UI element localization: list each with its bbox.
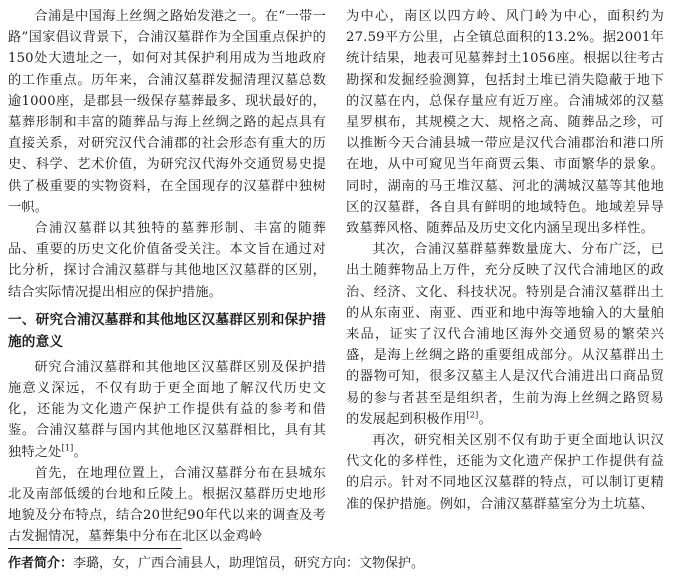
significance-paragraph [8,357,326,463]
author-label: 作者简介： [8,556,74,571]
artifacts-text: 其次，合浦汉墓群墓葬数量庞大、分布广泛，已出土随葬物品上万件，充分反映了汉代合浦地区的政治、经济、文化、科技状况。特别是合浦汉墓群出土的从东南亚、南亚、西亚和地中海等地输入的大量舶来品，证实了汉代合浦地区海外交通贸易的繁荣兴盛，是海上丝绸之路的重要组成部分。从汉墓群出土的器物可知，很多汉墓主人是汉代合浦进出口商品贸易的参与者甚至是组织者，生前为海上丝绸之路贸易的发展起到积极作用 [346,242,664,427]
artifacts-end: 。 [478,411,492,427]
intro-paragraph: 合浦是中国海上丝绸之路始发港之一。在“一带一路”国家倡议背景下，合浦汉墓群作为全国重点保护的150处大遗址之一，如何对其保护利用成为当地政府的工作重点。历年来，合浦汉墓群发掘清理汉墓总数逾1000座，是郡县一级保存墓葬最多、现状最好的，墓葬形制和丰富的随葬品与海上丝绸之路的起点具有直接关系，对研究汉代合浦郡的社会形态有重大的历史、科学、艺术价值，为研究汉代海外交通贸易史提供了极重要的实物资料，在全国现存的汉墓群中独树一帜。 [8,9,326,215]
right-column [346,6,664,515]
citation-1: [1] [61,443,74,453]
left-column [8,6,326,548]
diversity-paragraph: 再次，研究相关区别不仅有助于更全面地认识汉代文化的多样性，还能为文化遗产保护工作提供有益的启示。针对不同地区汉墓群的特点，可以制订更精准的保护措施。例如，合浦汉墓群墓室分为土坑墓、 [346,433,664,512]
geography-paragraph-continued: 为中心，南区以四方岭、风门岭为中心，面积约为27.59平方公里，占全镇总面积的13.2%。据2001年统计结果，地表可见墓葬封土1056座。根据以往考古勘探和发掘经验测算，包括封土堆已消失隐蔽于地下的汉墓在内，总保存量应有近万座。合浦城郊的汉墓星罗棋布，其规模之大、规格之高、随葬品之珍，可以推断今天合浦县城一带应是汉代合浦郡治和港口所在地，从中可窥见当年商贾云集、市面繁华的景象。同时，湖南的马王堆汉墓、河北的满城汉墓等其他地区的汉墓群，各自具有鲜明的地域特色。地域差异导致墓葬风格、随葬品及历史文化内涵呈现出多样性。 [346,9,664,237]
footnote-divider [8,548,182,549]
citation-2: [2] [466,410,479,420]
geography-paragraph: 首先，在地理位置上，合浦汉墓群分布在县城东北及南部低缓的台地和丘陵上。根据汉墓群历史地形地貌及分布特点，结合20世纪90年代以来的调查及考古发掘情况，墓葬集中分布在北区以金鸡岭 [8,465,326,545]
purpose-paragraph: 合浦汉墓群以其独特的墓葬形制、丰富的随葬品、重要的历史文化价值备受关注。本文旨在通过对比分析，探讨合浦汉墓群与其他地区汉墓群的区别，结合实际情况提出相应的保护措施。 [8,221,326,300]
section-heading: 一、研究合浦汉墓群和其他地区汉墓群区别和保护措施的意义 [8,311,326,350]
significance-end: 。 [73,444,87,460]
artifacts-paragraph [346,239,664,430]
significance-text: 研究合浦汉墓群和其他地区汉墓群区别及保护措施意义深远，不仅有助于更全面地了解汉代历史文化，还能为文化遗产保护工作提供有益的参考和借鉴。合浦汉墓群与国内其他地区汉墓群相比，具有其独特之处 [8,359,326,460]
author-footnote [8,554,424,574]
author-info: 李璐，女，广西合浦县人，助理馆员，研究方向：文物保护。 [73,556,425,571]
